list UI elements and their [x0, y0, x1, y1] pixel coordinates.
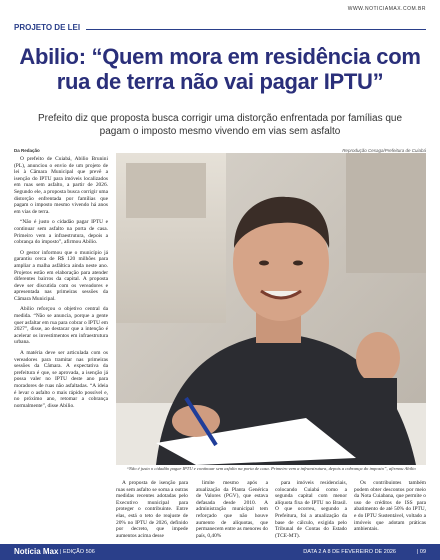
paragraph: O prefeito de Cuiabá, Abilio Brunini (PL), anunciou o envio de um projeto de lei à Câmara Municipal que prevê a isenção do IPTU para imóveis localizados em ruas sem asfalto, a partir de 2026. Segundo ele, a proposta busca corrigir uma distorção enfrentada por famílias que pagam o imposto mesmo vivendo há anos em vias de terra. [14, 156, 108, 215]
paragraph: A proposta de isenção para ruas sem asfalto se soma a outras medidas recentes adotadas pelo Executivo municipal para proteger o contribuinte. Entre elas, está o teto de reajuste de 20% no IPTU de 2026, definido por decreto, que impede aumentos acima desse [116, 480, 188, 539]
paragraph: A matéria deve ser articulada com os vereadores para tramitar nas primeiras sessões da Câmara. A expectativa da prefeitura é que, se aprovada, a isenção já possa valer no IPTU deste ano para moradores de ruas não asfaltadas. “A ideia é levar o asfalto o mais rápido possível e, no próximo ano, retomar a cobrança normalmente”, disse Abilio. [14, 350, 108, 409]
photo-illustration [116, 153, 426, 465]
paragraph: Os contribuintes também podem obter descontos por meio da Nota Cuiabana, que permite o uso de créditos de ISS para abatimento de até 50% do IPTU, e do IPTU Sustentável, voltado a imóveis que adotam práticas ambientais. [354, 480, 426, 533]
bottom-column-1 [116, 480, 188, 543]
paragraph: “Não é justo o cidadão pagar IPTU e continuar sem asfalto na porta de casa. Primeiro vem a infraestrutura, depois a cobrança do imposto”, afirmou Abilio. [14, 219, 108, 246]
page-number: | 09 [416, 549, 426, 555]
bottom-column-4 [354, 480, 426, 537]
footer-edition: | EDIÇÃO 506 [60, 549, 95, 555]
footer-date: DATA 2 A 8 DE FEVEREIRO DE 2026 [303, 549, 396, 555]
left-column [14, 156, 108, 413]
footer-brand: Notícia Max [14, 547, 59, 556]
bottom-column-3 [275, 480, 347, 543]
page-footer [0, 544, 440, 560]
section-rule [86, 29, 426, 30]
section-label: PROJETO DE LEI [14, 23, 81, 32]
photo-caption: “Não é justo o cidadão pagar IPTU e continuar sem asfalto na porta de casa. Primeiro vem a infraestrutura, depois a cobrança do imposto”, afirmou Abilio [126, 466, 416, 471]
headline: Abilio: “Quem mora em residência com rua de terra não vai pagar IPTU” [19, 44, 421, 94]
site-url: WWW.NOTICIAMAX.COM.BR [347, 6, 426, 12]
bottom-column-2 [196, 480, 268, 543]
photo-credit: Reprodução Cesaga/Prefeitura de Cuiabá [342, 148, 426, 153]
byline: Da Redação [14, 148, 40, 153]
paragraph: Abilio reforçou o objetivo central da medida. “Não se anuncia, porque a gente quer asfaltar em rua para cobrar o IPTU em 2027”, disse, ao destacar que a intenção é acelerar os investimentos em infraestrutura urbana. [14, 306, 108, 346]
subheadline: Prefeito diz que proposta busca corrigir uma distorção enfrentada por famílias que pagam o imposto mesmo vivendo em vias sem asfalto [37, 113, 403, 137]
paragraph: limite mesmo após a atualização da Planta Genérica de Valores (PGV), que estava defasada desde 2010. A administração municipal tem reforçado que não houve aumento de alíquotas, que permanecem entre as menores do país, 0,40% [196, 480, 268, 539]
paragraph: O gestor informou que o município já garantiu cerca de R$ 120 milhões para ampliar a malha asfáltica ainda neste ano. Projetos estão em elaboração para atender diferentes bairros da capital. A proposta deve ser discutida com os vereadores e apresentada nas primeiras sessões da Câmara Municipal. [14, 249, 108, 302]
section-header [0, 22, 440, 36]
article-photo [116, 153, 426, 465]
paragraph: para imóveis residenciais, colocando Cuiabá como a segunda capital com menor alíquota fixa de IPTU no Brasil. O que ocorreu, segundo a Prefeitura, foi a atualização da base de cálculo, exigida pelo Tribunal de Contas do Estado (TCE-MT). [275, 480, 347, 539]
